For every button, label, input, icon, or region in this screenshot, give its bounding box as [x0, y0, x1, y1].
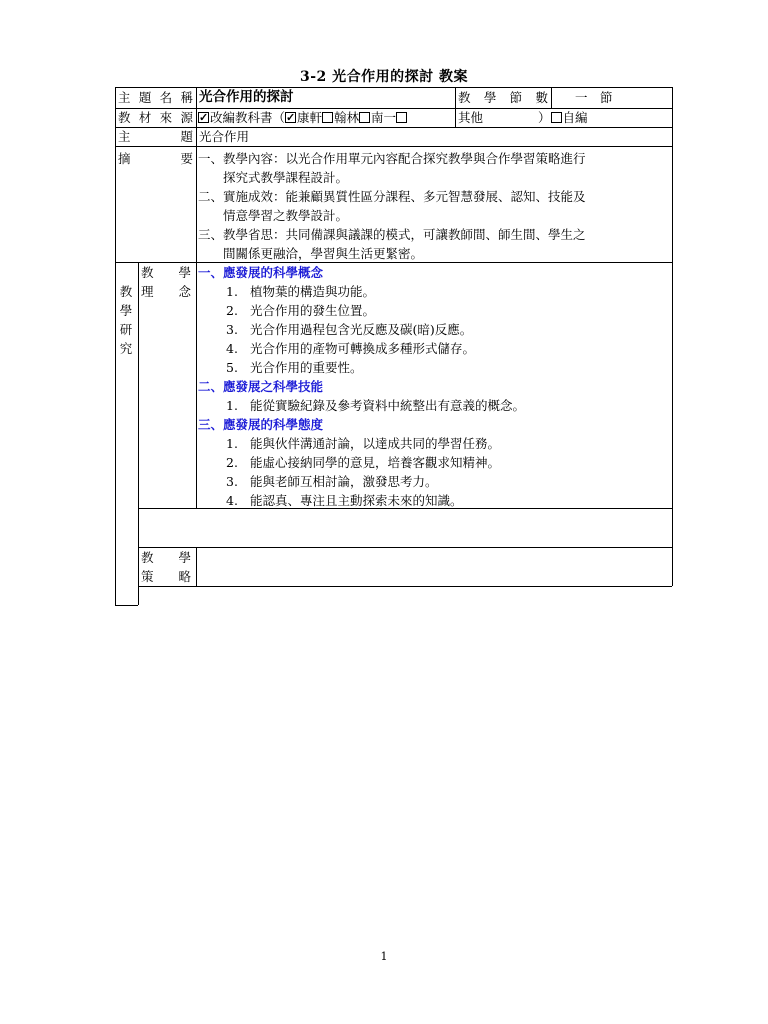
list-item: 4. 光合作用的產物可轉換成多種形式儲存。 — [226, 341, 476, 356]
label-source: 教 材 來 源 — [118, 110, 193, 125]
section-title-skills: 二、應發展之科學技能 — [198, 379, 324, 394]
label-sessions: 教 學 節 數 — [458, 90, 548, 105]
label-strategy-line2: 策 略 — [141, 569, 192, 584]
research-label-char: 究 — [119, 341, 133, 356]
list-item: 5. 光合作用的重要性。 — [226, 360, 363, 375]
checkbox-kangxuan[interactable] — [285, 112, 296, 123]
list-item: 1. 能從實驗紀錄及參考資料中統整出有意義的概念。 — [226, 398, 526, 413]
list-item: 2. 光合作用的發生位置。 — [226, 303, 376, 318]
list-item: 1. 植物葉的構造與功能。 — [226, 284, 376, 299]
sessions-value: 一 節 — [575, 90, 613, 105]
close-paren: ） — [538, 110, 551, 125]
kangxuan-label: 康軒 — [297, 110, 323, 125]
other-label: 其他 — [458, 110, 484, 125]
self-label: 自編 — [562, 110, 588, 125]
source-options — [198, 108, 408, 127]
list-item: 2. 能虛心接納同學的意見，培養客觀求知精神。 — [226, 455, 501, 470]
nanyi-label: 南一 — [371, 110, 397, 125]
topic-name: 光合作用的探討 — [199, 89, 294, 105]
list-item: 3. 能與老師互相討論，激發思考力。 — [226, 474, 438, 489]
page-number: 1 — [380, 950, 388, 963]
list-item: 3. 光合作用過程包含光反應及碳(暗)反應。 — [226, 322, 473, 337]
summary-line: 間關係更融洽，學習與生活更緊密。 — [198, 246, 424, 261]
checkbox-other[interactable] — [396, 112, 407, 123]
summary-line: 探究式教學課程設計。 — [198, 170, 349, 185]
checkbox-self[interactable] — [551, 112, 562, 123]
label-subject: 主 題 — [118, 129, 193, 144]
checkbox-adapted[interactable] — [198, 112, 209, 123]
summary-line: 情意學習之教學設計。 — [198, 208, 349, 223]
label-summary: 摘 要 — [118, 151, 193, 166]
subject-value: 光合作用 — [199, 129, 250, 144]
summary-line: 一、教學內容：以光合作用單元內容配合探究教學與合作學習策略進行 — [198, 151, 586, 166]
research-label-char: 學 — [119, 303, 133, 318]
summary-line: 二、實施成效：能兼顧異質性區分課程、多元智慧發展、認知、技能及 — [198, 189, 586, 204]
adapted-label: 改編教科書（ — [210, 110, 286, 125]
page-title: 3-2 光合作用的探討 教案 — [299, 69, 469, 85]
section-title-attitudes: 三、應發展的科學態度 — [198, 417, 324, 432]
research-label-char: 研 — [119, 322, 133, 337]
self-options — [538, 108, 588, 127]
label-strategy-line1: 教 學 — [141, 550, 192, 565]
label-concept-line2: 理 念 — [141, 284, 192, 299]
hanlin-label: 翰林 — [334, 110, 360, 125]
section-title-concepts: 一、應發展的科學概念 — [198, 265, 324, 280]
list-item: 1. 能與伙伴溝通討論，以達成共同的學習任務。 — [226, 436, 501, 451]
summary-line: 三、教學省思：共同備課與議課的模式，可讓教師間、師生間、學生之 — [198, 227, 586, 242]
list-item: 4. 能認真、專注且主動探索未來的知識。 — [226, 493, 463, 508]
label-topic-name: 主 題 名 稱 — [118, 90, 193, 105]
checkbox-hanlin[interactable] — [322, 112, 333, 123]
checkbox-nanyi[interactable] — [359, 112, 370, 123]
label-concept-line1: 教 學 — [141, 265, 192, 280]
research-label-char: 教 — [119, 284, 133, 299]
